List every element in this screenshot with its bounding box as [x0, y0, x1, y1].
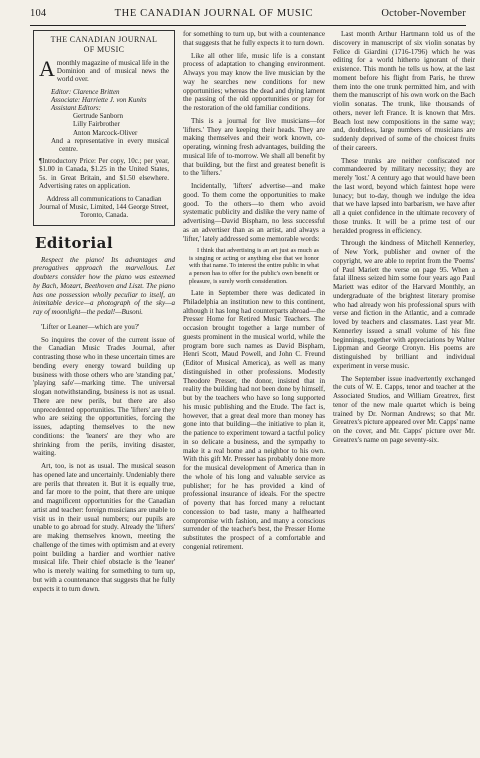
paragraph-incidentally: Incidentally, 'lifters' advertise—and make good. To them come the opportunities to make good. To the others—to them who avoid systematic publicity and dislike the very name of advertising—David Bispham, no less successful as an advertiser than as an artist, and always a 'lifter,' lately addressed some memorable words: [183, 182, 325, 243]
staff-assistant-3: Anton Marcock-Oliver [73, 128, 138, 137]
paragraph-hartmann: Last month Arthur Hartmann told us of the discovery in manuscript of six violin sonatas by Felice di Giardini (1716-1796) which he was editing for a world hitherto ignorant of their existence. This month he tells us how, at the last moment before his flight from Paris, he threw them into the one trunk permitted him, and with them the manuscript of his own work on the Bach violin sonatas. The trunk, like thousands of others, never left France. It is known that Mrs. Beach lost new compositions in the same way; and, doubtless, large numbers of musicians are suddenly deprived of some of the choicest fruits of their careers. [333, 30, 475, 152]
editorial-lead-quote: Respect the piano! Its advantages and prerogatives approach the marvellous. Let doubters consider how the piano was esteemed by Bach, Mozart, Beethoven and Liszt. The piano has one possession wholly peculiar to itself, an inimitable device—a photograph of the sky—a ray of moonlight—the pedal!—Busoni. [33, 255, 175, 317]
paragraph-journal: This is a journal for live musicians—for 'lifters.' They are keeping their heads. They are making themselves and their work known, co-operating, winning fresh advantages, building the musical life of to-morrow. We shall all benefit by that building, but the first and greatest benefit is to the 'lifters.' [183, 116, 325, 178]
paragraph-correction: The September issue inadvertently exchanged the cuts of W. E. Capps, tenor and teacher at the Associated Studios, and William Greatrex, first tenor of the new male quartet which is being trained by Dr. Norman Andrews; so that Mr. Greatrex's picture appeared over Mr. Capps' name on the cover, and Mr. Capps' picture over Mr. Greatrex's name on page seventy-six. [333, 374, 475, 444]
header-rule [30, 25, 466, 26]
address-info: Address all communications to Canadian Journal of Music, Limited, 144 George Street, Toronto, Canada. [39, 195, 169, 220]
paragraph-lifter: So inquires the cover of the current issue of the Canadian Music Trades Journal, after contrasting those who in these uncertain times are bending every energy toward building up business with those others who are 'standing pat,' 'playing safe'—marking time. The universal slogan notwithstanding, business is not as usual. There are new perils, but there are also unprecedented opportunities. The 'lifters' are they who are seizing the opportunities, forcing the issues, adapting themselves to the new conditions: the 'leaners' are they who are shrinking from the perils, inviting disaster, waiting. [33, 335, 175, 458]
staff-assistant-1: Gertrude Sanborn [73, 112, 123, 121]
staff-assistants-label: Assistant Editors: [51, 104, 101, 113]
staff-assistant-2: Lilly Fairbrother [73, 120, 120, 129]
price-info: ¶Introductory Price: Per copy, 10c.; per year, $1.00 in Canada, $1.25 in the United States, 5s. in Great Britain, and $1.50 elsewhere. Advertising rates on application. [39, 157, 169, 190]
column-3 [333, 30, 475, 445]
paragraph-art: Art, too, is not as usual. The musical season has opened late and uncertainly. Undeniably there are perils that threaten it. But it is equally true, and far more to the point, that there are unique and magnificent opportunities for the Canadian artist and teacher: foreign musicians are unable to visit us in their usual numbers; our pupils are unable to go abroad for study. Already the 'lifters' are making themselves known, meeting the challenge of the times with optimism and at every point building a hardier and worthier native musical life. Their chief obstacle is the 'leaner' who is merely waiting for something to turn up, but with a countenance that suggests that he fully expects it to turn down. [33, 462, 175, 593]
paragraph-presser: Late in September there was dedicated in Philadelphia an institution new to this continent, although it has long had counterparts abroad—the Presser Home for Retired Music Teachers. The occasion brought together a large number of guests prominent in the musical world, while the program bore such names as David Bispham, Henri Scott, Maud Powell, and John C. Freund (Editor of Musical America), as well as many distinguished in other professions. Modestly Theodore Presser, the donor, insisted that in reality the building had not been done by himself, but by the teachers who have so long supported his music publishing and the Etude. The fact is, however, that a great deal more than money has gone into that building—the initiative to plan it, the patience to experiment toward a tactful policy in so delicate a business, and the sympathy to make it a real home and a neighbor to his own. With this gift Mr. Presser has probably done more for the musical development of America than in the whole of his long and valuable service as publisher; for he has provided a kind of professional insurance of ideals. For the spectre of poverty that has forced many a reluctant concession to bad taste, many a halfhearted compromise with fashion, and many a conscious surrender of the teacher's best, the Presser Home substitutes the prospect of a comfortable and congenial retirement. [183, 289, 325, 551]
editorial-heading: Editorial [35, 233, 114, 252]
masthead-intro-text: monthly magazine of musical life in the Dominion and of musical news the world over. [56, 59, 169, 84]
journal-title: THE CANADIAN JOURNAL OF MUSIC [114, 8, 314, 19]
page-number: 104 [30, 8, 47, 19]
drop-cap: A [39, 56, 55, 81]
column-2-content [183, 30, 325, 552]
paragraph-like: Like all other life, music life is a constant process of adaptation to changing environment. Always you may know the live musician by the way he searches new conditions for new opportunities; whereas the dead and dying lament the passing of the old opportunities or pray for the restoration of the old familiar conditions. [183, 51, 325, 112]
column-1 [33, 30, 175, 593]
masthead-intro [39, 56, 169, 84]
paragraph-lifter-question: 'Lifter or Leaner—which are you?' [41, 322, 140, 331]
running-header [30, 8, 466, 24]
staff-list [39, 88, 169, 154]
paragraph-art-continued: for something to turn up, but with a countenance that suggests that he fully expects it to turn down. [183, 30, 325, 47]
staff-editor: Editor: Clarence Britten [51, 87, 120, 96]
staff-associate: Associate: Harriette J. von Kunits [51, 95, 147, 104]
paragraph-kennerley: Through the kindness of Mitchell Kennerley, of New York, publisher and owner of the copyright, we are able to reprint from the 'Poems' of Paul Mariett the verse on page 95. When a fatal illness seized him some four years ago Paul Mariett was editor of the Harvard Monthly, an undergraduate of the brightest literary promise who had already won his professional spurs with verse and fiction in the Atlantic, and a comrade loved by teachers and classmates. Last year Mr. Kennerley issued a small volume of his fine beginnings, together with appreciations by Walter Lippman and George Cronyn. His poems are distinguished by brilliant and individual experiment in verse music. [333, 239, 475, 370]
issue-date: October-November [381, 8, 466, 19]
paragraph-trunks: These trunks are neither confiscated nor commandeered by military necessity; they are merely 'lost.' A century ago that would have been the last word, beyond which faintest hope were lunacy; but to-day, though we indulge the idea that we have lapsed into barbarism, we have after all a quiet confidence in the ultimate recovery of those trunks. It will be a prime test of our heralded progress in efficiency. [333, 156, 475, 235]
bispham-quote: I think that advertising is an art just as much as is singing or acting or anything else that we honor with that name. To interest the entire public in what a person has to offer for the public's own benefit or pleasure, is surely worth consideration. [189, 247, 319, 285]
masthead-box [33, 30, 175, 226]
staff-representative: And a representative in every musical centre. [51, 136, 169, 154]
masthead-title: THE CANADIAN JOURNAL OF MUSIC [50, 35, 158, 54]
